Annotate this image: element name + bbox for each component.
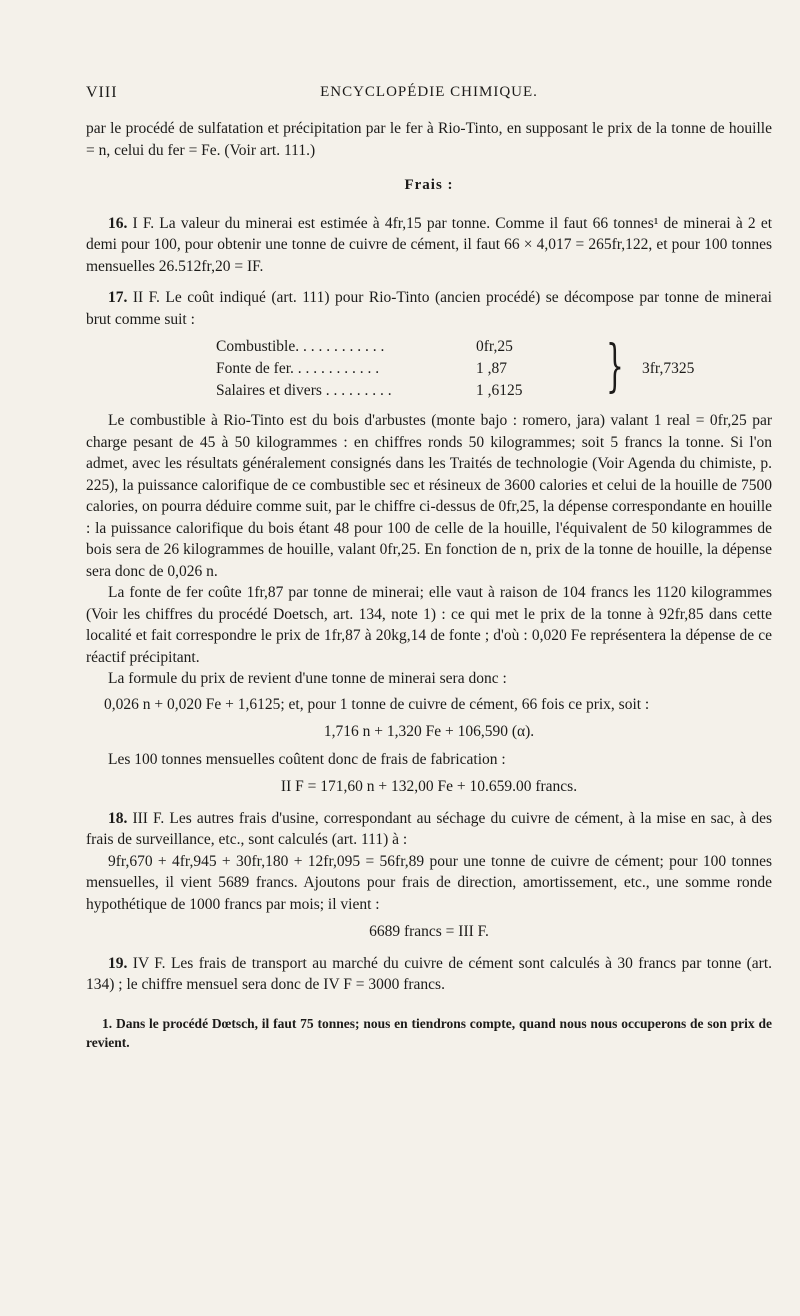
cost-label: Fonte de fer. . . . . . . . . . . .: [216, 360, 380, 377]
cost-breakdown: [86, 336, 772, 402]
formula-2: 1,716 n + 1,320 Fe + 106,590 (α).: [323, 723, 535, 740]
paragraph-text: IV F. Les frais de transport au marché du cuivre de cément sont calculés à 30 francs par tonne (art. 134) ; le chiffre mensuel sera donc de IV F = 3000 francs.: [86, 954, 773, 993]
paragraph-monthly: Les 100 tonnes mensuelles coûtent donc de frais de fabrication :: [108, 750, 506, 768]
cost-value: 1 ,6125: [476, 382, 523, 399]
cost-row: [216, 380, 596, 402]
paragraph-16: [86, 213, 772, 278]
paragraph-18: [86, 808, 772, 851]
paragraph-18-continuation: 9fr,670 + 4fr,945 + 30fr,180 + 12fr,095 = 56fr,89 pour une tonne de cuivre de cément; pour 100 tonnes mensuelles, il vient 5689 francs. Ajoutons pour frais de direction, amortissement, etc., une somme ronde hypothétique de 1000 francs par mois; il vient :: [86, 852, 772, 913]
cost-label: Combustible. . . . . . . . . . . .: [216, 338, 385, 355]
paragraph-text: I F. La valeur du minerai est estimée à 4fr,15 par tonne. Comme il faut 66 tonnes¹ de minerai à 2 et demi pour 100, pour obtenir une tonne de cuivre de cément, il faut 66 × 4,017 = 265fr,122, et pour 100 tonnes mensuelles 26.512fr,20 = IF.: [86, 214, 773, 275]
cost-label: Salaires et divers . . . . . . . . .: [216, 382, 392, 399]
paragraph-number: 16.: [108, 214, 128, 232]
paragraph-text: III F. Les autres frais d'usine, correspondant au séchage du cuivre de cément, à la mise en sac, à des frais de surveillance, etc., sont calculés (art. 111) à :: [86, 809, 773, 848]
paragraph-17-body-3: La formule du prix de revient d'une tonne de minerai sera donc :: [108, 670, 507, 687]
brace-symbol: }: [606, 334, 624, 399]
paragraph-17-body-1: Le combustible à Rio-Tinto est du bois d'arbustes (monte bajo : romero, jara) valant 1 real = 0fr,25 par charge pesant de 45 à 50 kilogrammes : en chiffres ronds 50 kilogrammes; soit 5 francs la tonne. Si l'on admet, avec les résultats généralement consignés dans les Traités de technologie (Voir Agenda du chimiste, p. 225), la puissance calorifique de ce combustible sec et résineux de 3600 calories et celui de la houille de 7500 calories, on pourra déduire comme suit, par le chiffre ci-dessus de 0fr,25, la dépense correspondante en houille : la puissance calorifique du bois étant 48 pour 100 de celle de la houille, l'équivalent de 50 kilogrammes de bois sera de 26 kilogrammes de houille, valant 0fr,25. En fonction de n, prix de la tonne de houille, la dépense sera donc de 0,026 n.: [86, 412, 773, 580]
footnote: 1. Dans le procédé Dœtsch, il faut 75 tonnes; nous en tiendrons compte, quand nous nous occuperons de son prix de revient.: [86, 1015, 772, 1050]
paragraph-number: 17.: [108, 289, 128, 306]
intro-paragraph: par le procédé de sulfatation et précipitation par le fer à Rio-Tinto, en supposant le prix de la tonne de houille = n, celui du fer = Fe. (Voir art. 111.): [86, 120, 772, 159]
section-heading: Frais :: [404, 177, 454, 193]
page-header: [86, 84, 772, 104]
cost-row: [216, 336, 596, 358]
running-title: ENCYCLOPÉDIE CHIMIQUE.: [320, 84, 538, 100]
paragraph-19: [86, 953, 772, 996]
cost-value: 0fr,25: [476, 338, 513, 355]
cost-value: 1 ,87: [476, 360, 507, 377]
formula-4: 6689 francs = III F.: [369, 923, 489, 940]
paragraph-17-body-2: La fonte de fer coûte 1fr,87 par tonne de minerai; elle vaut à raison de 104 francs les 1120 kilogrammes (Voir les chiffres du procédé Doetsch, art. 134, note 1) : ce qui met le prix de la tonne à 92fr,85 dans cette localité et fait correspondre le prix de 1fr,87 à 20kg,14 de fonte ; d'où : 0,020 Fe représentera la dépense de ce réactif précipitant.: [86, 584, 772, 666]
cost-row: [216, 358, 596, 380]
paragraph-number: 18.: [108, 809, 128, 827]
page-number: VIII: [86, 84, 118, 101]
paragraph-17: [86, 287, 772, 330]
page-body: [86, 118, 772, 1052]
paragraph-text: II F. Le coût indiqué (art. 111) pour Rio-Tinto (ancien procédé) se décompose par tonne de minerai brut comme suit :: [86, 289, 772, 328]
formula-3: II F = 171,60 n + 132,00 Fe + 10.659.00 francs.: [280, 778, 578, 795]
formula-1: 0,026 n + 0,020 Fe + 1,6125; et, pour 1 tonne de cuivre de cément, 66 fois ce prix, soit :: [104, 695, 650, 713]
cost-total: 3fr,7325: [642, 360, 695, 377]
paragraph-number: 19.: [108, 954, 128, 972]
